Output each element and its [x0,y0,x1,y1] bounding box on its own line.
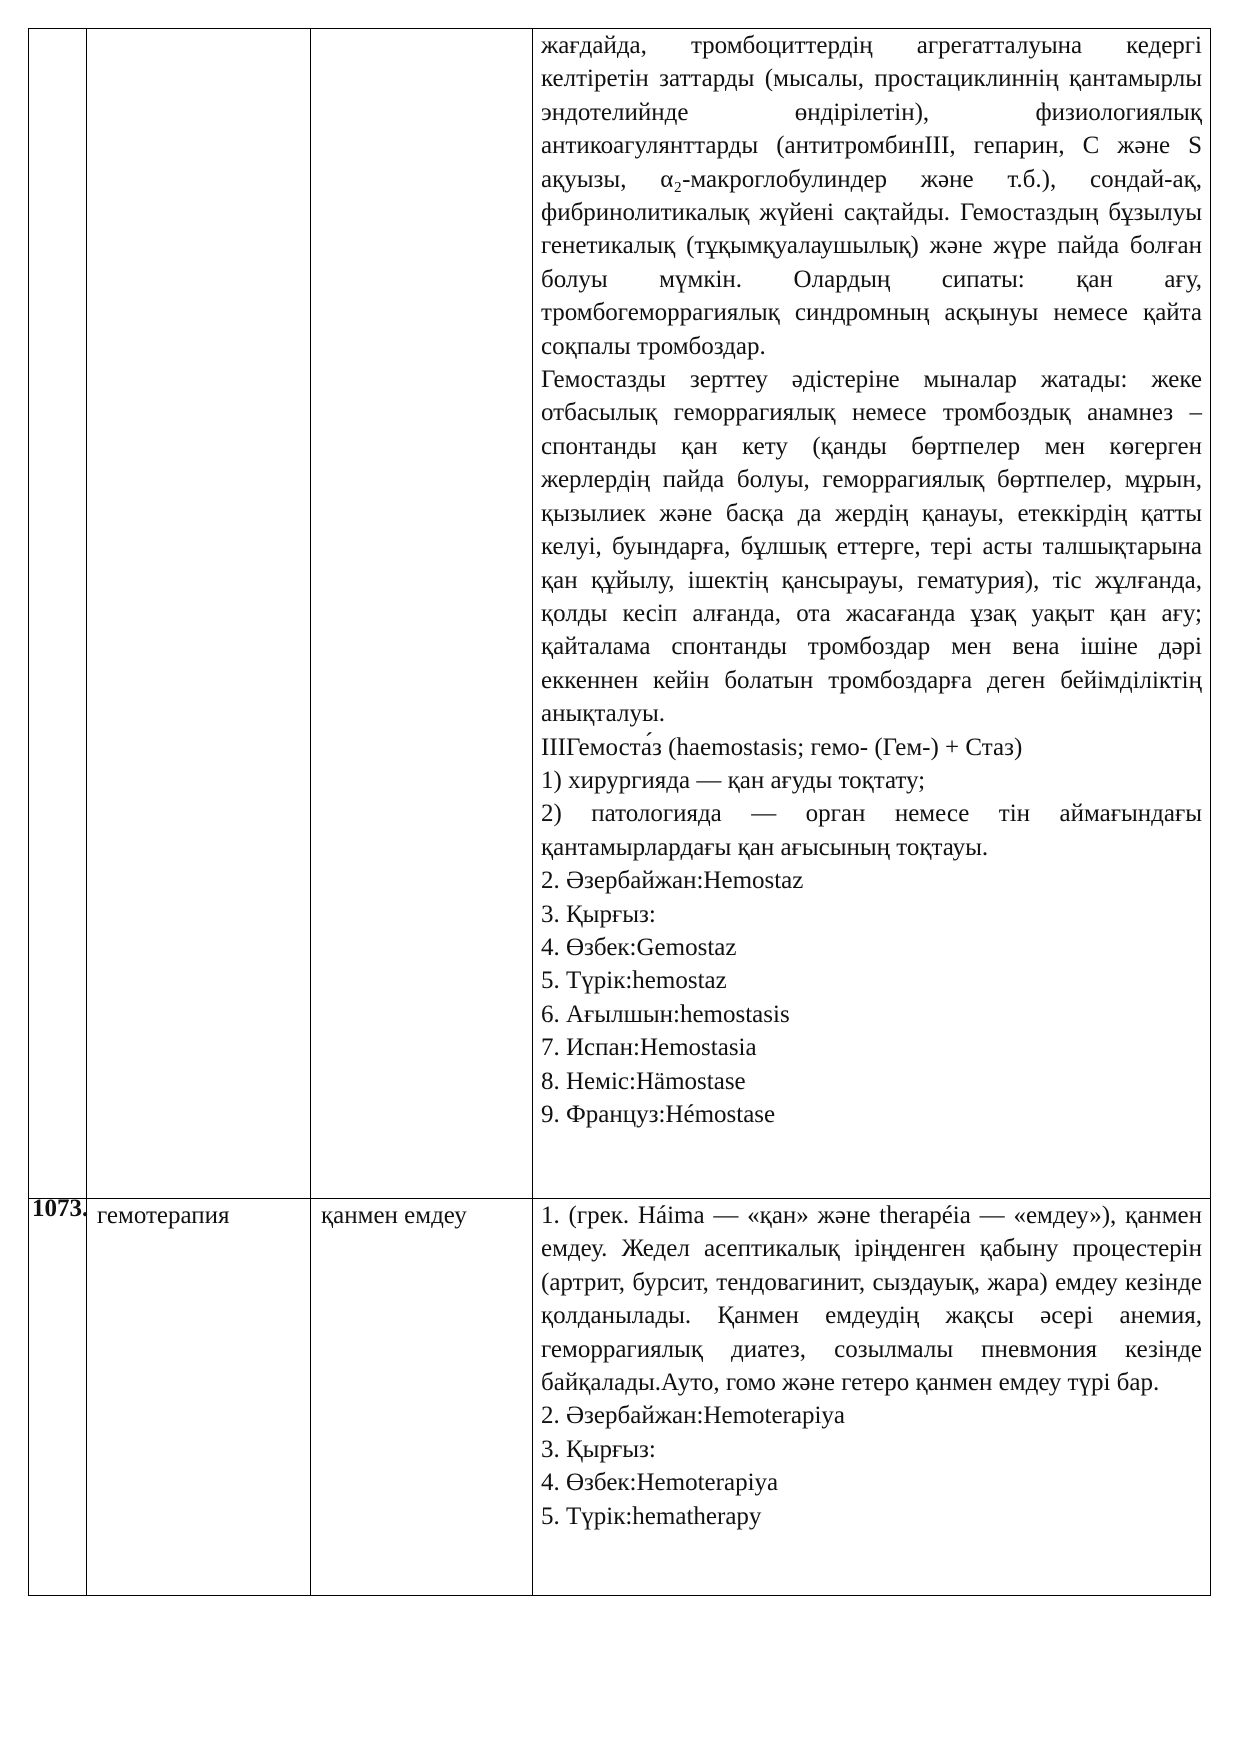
language-line: 4. Өзбек:Hemoterapiya [541,1469,779,1497]
language-line: 5. Түрік:hematherapy [541,1502,762,1530]
table-row [29,1199,1211,1596]
entry-number: 1073. [29,1199,87,1596]
definition-paragraph: IIIГемоста́з (haemostasis; гемо- (Гем-) + Стаз) [541,733,1023,761]
language-line: 8. Неміс:Hämostase [541,1067,746,1095]
glossary-table [28,28,1211,1596]
language-line: 2. Әзербайжан:Hemoterapiya [541,1402,846,1430]
entry-definition [533,29,1211,1199]
definition-paragraph: Гемостазды зерттеу әдістеріне мыналар жатады: жеке отбасылық геморрагиялық немесе тромбоздық анамнез – спонтанды қан кету (қанды бөртпелер мен көгерген жерлердің пайда болуы, геморрагиялық бөртпелер, мұрын, қызылиек және басқа да жердің қанауы, етеккірдің қатты келуі, буындарға, бұлшық еттерге, тері асты талшықтарына қан құйылу, ішектің қансырауы, гематурия), тіс жұлғанда, қолды кесіп алғанда, ота жасағанда ұзақ уақыт қан ағу; қайталама спонтанды тромбоздар мен вена ішіне дәрі еккеннен кейін болатын тромбоздарға деген бейімділіктің анықталуы. [541,366,1202,728]
entry-definition [533,1199,1211,1596]
language-line: 3. Қырғыз: [541,900,656,928]
definition-paragraph: 2) патологияда — орган немесе тін аймағындағы қантамырлардағы қан ағысының тоқтауы. [541,800,1202,861]
language-line: 7. Испан:Hemostasia [541,1034,757,1062]
definition-paragraph: 1) хирургияда — қан ағуды тоқтату; [541,766,926,794]
entry-translation [311,29,533,1199]
language-line: 3. Қырғыз: [541,1435,656,1463]
entry-number [29,29,87,1199]
definition-paragraph: 1. (грек. Háima — «қан» және therapéia — «емдеу»), қанмен емдеу. Жедел асептикалық іріңденген қабыну процестерін (артрит, бурсит, тендовагинит, сыздауық, жара) емдеу кезінде қолданылады. Қанмен емдеудің жақсы әсері анемия, геморрагиялық диатез, созылмалы пневмония кезінде байқалады.Ауто, гомо және гетеро қанмен емдеу түрі бар. [541,1202,1202,1397]
language-line: 6. Ағылшын:hemostasis [541,1000,790,1028]
entry-term: гемотерапия [87,1199,311,1596]
language-line: 4. Өзбек:Gemostaz [541,933,737,961]
entry-translation: қанмен емдеу [311,1199,533,1596]
definition-paragraph: жағдайда, тромбоциттердің агрегатталуына кедергі келтіретін заттарды (мысалы, простациклиннің қантамырлы эндотелийнде өндірілетін), физиологиялық антикоагулянттарды (антитромбинIII, гепарин, С және S ақуызы, α₂-макроглобулиндер және т.б.), сондай-ақ, фибринолитикалық жүйені сақтайды. Гемостаздың бұзылуы генетикалық (тұқымқуалаушылық) және жүре пайда болған болуы мүмкін. Олардың сипаты: қан ағу, тромбогеморрагиялық синдромның асқынуы немесе қайта соқпалы тромбоздар. [541,32,1202,360]
entry-term [87,29,311,1199]
table-row [29,29,1211,1199]
language-line: 2. Әзербайжан:Hemostaz [541,867,804,895]
language-line: 9. Француз:Hémostase [541,1101,776,1128]
language-line: 5. Түрік:hemostaz [541,967,727,995]
